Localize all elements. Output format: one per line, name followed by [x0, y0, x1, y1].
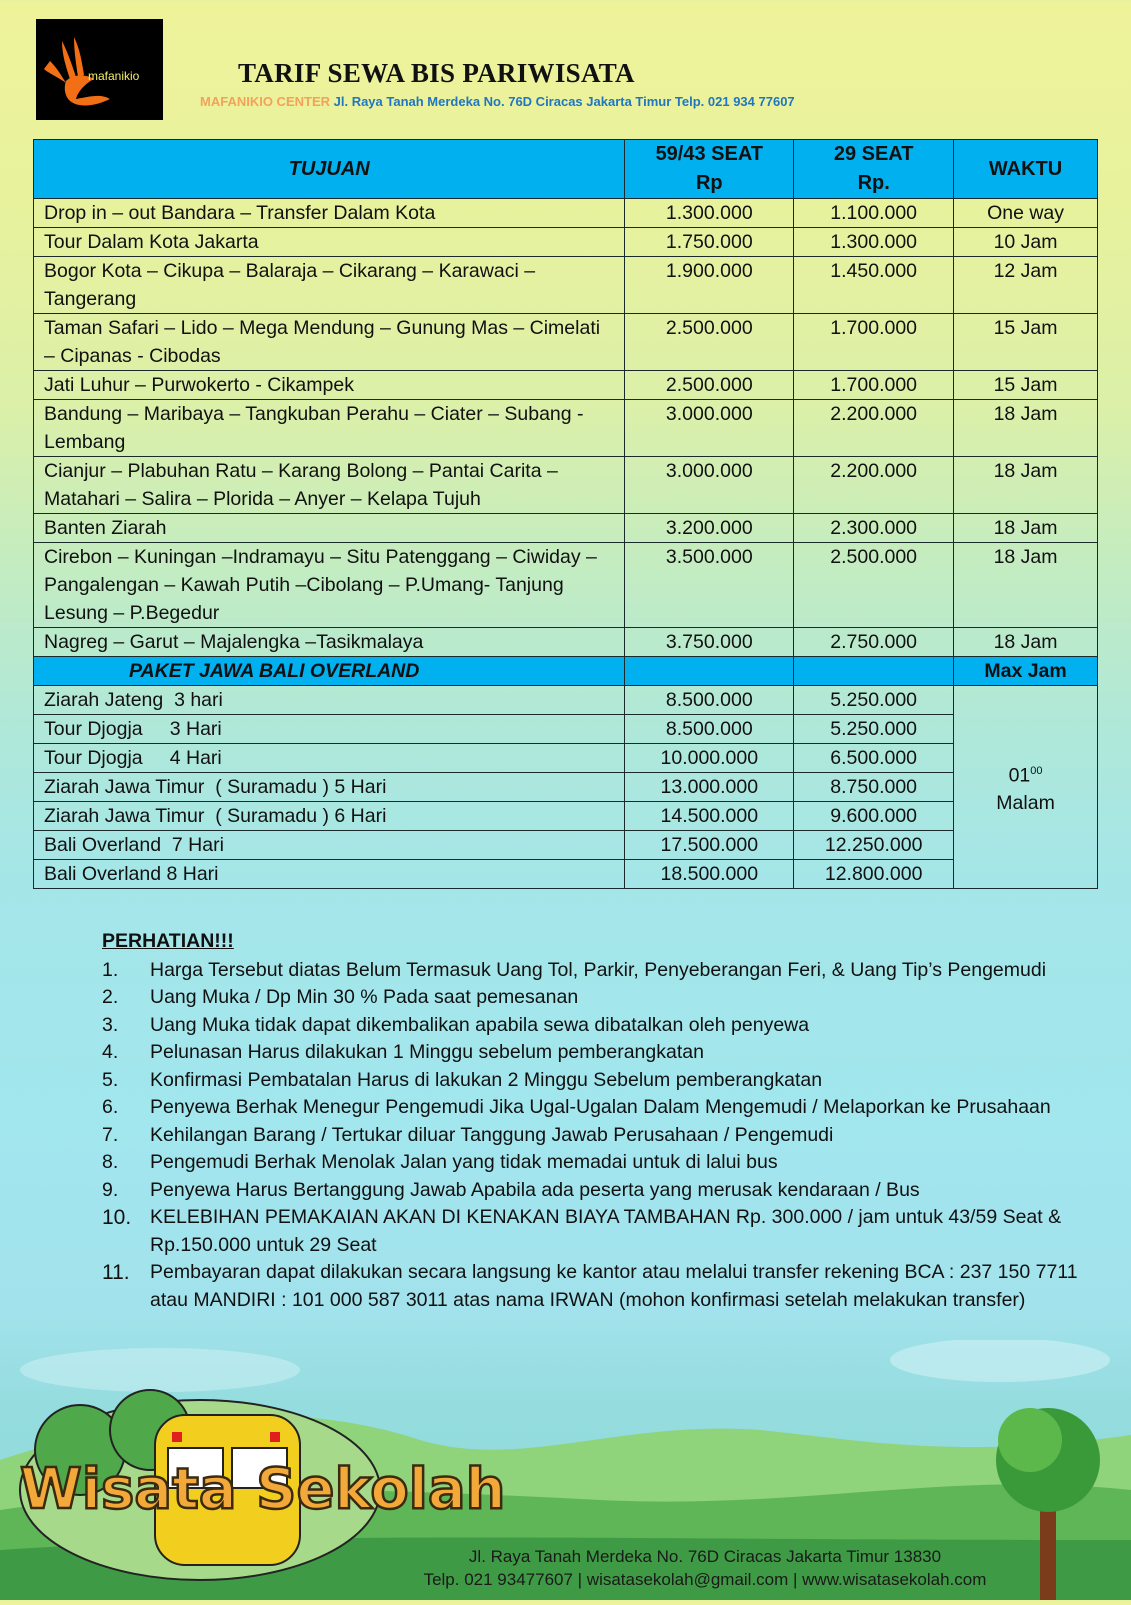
price-59-43-cell: 10.000.000: [625, 744, 794, 773]
time-cell: 18 Jam: [954, 543, 1098, 628]
time-cell: 15 Jam: [954, 314, 1098, 371]
destination-cell: Banten Ziarah: [34, 514, 625, 543]
table-row: [34, 199, 1098, 228]
destination-cell: Bandung – Maribaya – Tangkuban Perahu – Ciater – Subang - Lembang: [34, 400, 625, 457]
price-59-43-cell: 2.500.000: [625, 314, 794, 371]
note-item: [102, 1259, 1092, 1314]
notes-section: [102, 928, 1092, 1314]
time-cell: 18 Jam: [954, 400, 1098, 457]
note-text: KELEBIHAN PEMAKAIAN AKAN DI KENAKAN BIAYA TAMBAHAN Rp. 300.000 / jam untuk 43/59 Seat & Rp.150.000 untuk 29 Seat: [150, 1206, 1062, 1256]
brand-name: MAFANIKIO CENTER: [200, 94, 330, 109]
price-59-43-cell: 3.000.000: [625, 400, 794, 457]
price-59-43-cell: 18.500.000: [625, 860, 794, 889]
note-text: Pengemudi Berhak Menolak Jalan yang tidak memadai untuk di lalui bus: [150, 1151, 778, 1173]
note-text: Pelunasan Harus dilakukan 1 Minggu sebelum pemberangkatan: [150, 1041, 704, 1063]
package-destination-cell: Ziarah Jawa Timur ( Suramadu ) 6 Hari: [34, 802, 625, 831]
header-address: Jl. Raya Tanah Merdeka No. 76D Ciracas Jakarta Timur Telp. 021 934 77607: [333, 94, 795, 109]
table-row: [34, 314, 1098, 371]
price-29-cell: 2.300.000: [794, 514, 954, 543]
price-29-cell: 2.200.000: [794, 457, 954, 514]
section-row-jawa-bali: [34, 657, 1098, 686]
time-cell: One way: [954, 199, 1098, 228]
destination-cell: Nagreg – Garut – Majalengka –Tasikmalaya: [34, 628, 625, 657]
package-row: [34, 831, 1098, 860]
hand-logo-icon: [36, 19, 163, 120]
package-destination-cell: Bali Overland 8 Hari: [34, 860, 625, 889]
note-text: Kehilangan Barang / Tertukar diluar Tanggung Jawab Perusahaan / Pengemudi: [150, 1123, 834, 1146]
note-item: [102, 984, 1092, 1012]
price-59-43-cell: 3.750.000: [625, 628, 794, 657]
price-29-cell: 2.750.000: [794, 628, 954, 657]
note-item: [102, 1067, 1092, 1095]
table-row: [34, 514, 1098, 543]
note-text: Pembayaran dapat dilakukan secara langsung ke kantor atau melalui transfer rekening BCA : 237 150 7711 atau MANDIRI : 101 000 587 3011 atas nama IRWAN (mohon konfirmasi setelah melakukan transfer): [150, 1261, 1078, 1311]
price-29-cell: 1.700.000: [794, 314, 954, 371]
rates-table: [33, 139, 1098, 889]
note-number: 6.: [102, 1096, 119, 1118]
header-time: WAKTU: [954, 140, 1098, 199]
price-29-cell: 1.100.000: [794, 199, 954, 228]
footer-address: Jl. Raya Tanah Merdeka No. 76D Ciracas Jakarta Timur 13830: [468, 1547, 942, 1566]
note-item: [102, 1012, 1092, 1040]
note-number: 2.: [102, 986, 119, 1008]
note-item: [102, 1039, 1092, 1067]
note-text: Penyewa Berhak Menegur Pengemudi Jika Ugal-Ugalan Dalam Mengemudi / Melaporkan ke Prusahaan: [150, 1096, 1051, 1118]
time-cell: 18 Jam: [954, 457, 1098, 514]
note-text: Uang Muka / Dp Min 30 % Pada saat pemesanan: [150, 986, 579, 1008]
table-row: [34, 400, 1098, 457]
section-label: PAKET JAWA BALI OVERLAND: [34, 657, 625, 686]
package-row: [34, 860, 1098, 889]
package-destination-cell: Tour Djogja 4 Hari: [34, 744, 625, 773]
price-29-cell: 1.700.000: [794, 371, 954, 400]
section-time-header: Max Jam: [954, 657, 1098, 686]
price-59-43-cell: 1.750.000: [625, 228, 794, 257]
price-29-cell: 12.800.000: [794, 860, 954, 889]
note-number: 4.: [102, 1041, 119, 1063]
destination-cell: Taman Safari – Lido – Mega Mendung – Gunung Mas – Cimelati – Cipanas - Cibodas: [34, 314, 625, 371]
note-number: 10.: [102, 1206, 132, 1229]
destination-cell: Drop in – out Bandara – Transfer Dalam Kota: [34, 199, 625, 228]
notes-list: [102, 957, 1092, 1315]
note-number: 1.: [102, 958, 119, 981]
note-item: [102, 1149, 1092, 1177]
note-item: [102, 1177, 1092, 1205]
price-29-cell: 2.500.000: [794, 543, 954, 628]
time-cell: 10 Jam: [954, 228, 1098, 257]
note-item: [102, 1094, 1092, 1122]
price-59-43-cell: 14.500.000: [625, 802, 794, 831]
price-59-43-cell: 8.500.000: [625, 715, 794, 744]
package-destination-cell: Tour Djogja 3 Hari: [34, 715, 625, 744]
package-row: [34, 686, 1098, 715]
price-59-43-cell: 2.500.000: [625, 371, 794, 400]
price-59-43-cell: 3.500.000: [625, 543, 794, 628]
destination-cell: Bogor Kota – Cikupa – Balaraja – Cikarang – Karawaci – Tangerang: [34, 257, 625, 314]
price-29-cell: 1.450.000: [794, 257, 954, 314]
table-row: [34, 228, 1098, 257]
svg-text:mafanikio: mafanikio: [88, 69, 140, 83]
price-59-43-cell: 1.300.000: [625, 199, 794, 228]
note-text: Harga Tersebut diatas Belum Termasuk Uang Tol, Parkir, Penyeberangan Feri, & Uang Tip’s Pengemudi: [150, 958, 1047, 981]
price-59-43-cell: 8.500.000: [625, 686, 794, 715]
price-29-cell: 1.300.000: [794, 228, 954, 257]
note-number: 9.: [102, 1178, 119, 1201]
table-row: [34, 257, 1098, 314]
price-29-cell: 6.500.000: [794, 744, 954, 773]
table-row: [34, 371, 1098, 400]
package-row: [34, 773, 1098, 802]
note-item: [102, 957, 1092, 985]
destination-cell: Tour Dalam Kota Jakarta: [34, 228, 625, 257]
footer-contact: [395, 1545, 1015, 1591]
package-row: [34, 715, 1098, 744]
table-header-row: [34, 140, 1098, 199]
note-text: Konfirmasi Pembatalan Harus di lakukan 2 Minggu Sebelum pemberangkatan: [150, 1068, 823, 1091]
note-text: Penyewa Harus Bertanggung Jawab Apabila ada peserta yang merusak kendaraan / Bus: [150, 1178, 920, 1201]
table-row: [34, 457, 1098, 514]
price-29-cell: 5.250.000: [794, 715, 954, 744]
package-destination-cell: Ziarah Jawa Timur ( Suramadu ) 5 Hari: [34, 773, 625, 802]
package-destination-cell: Ziarah Jateng 3 hari: [34, 686, 625, 715]
note-number: 7.: [102, 1123, 119, 1146]
footer-contact-line: Telp. 021 93477607 | wisatasekolah@gmail.com | www.wisatasekolah.com: [423, 1570, 987, 1589]
price-59-43-cell: 3.200.000: [625, 514, 794, 543]
header-destination: TUJUAN: [34, 140, 625, 199]
header-seat-59-43: 59/43 SEAT Rp: [625, 140, 794, 199]
note-number: 8.: [102, 1151, 119, 1173]
header-seat-29: 29 SEAT Rp.: [794, 140, 954, 199]
note-number: 11.: [102, 1261, 130, 1284]
note-item: [102, 1204, 1092, 1259]
price-59-43-cell: 1.900.000: [625, 257, 794, 314]
table-row: [34, 628, 1098, 657]
note-text: Uang Muka tidak dapat dikembalikan apabila sewa dibatalkan oleh penyewa: [150, 1013, 810, 1036]
package-row: [34, 802, 1098, 831]
page-title: TARIF SEWA BIS PARIWISATA: [238, 58, 635, 88]
notes-heading: PERHATIAN!!!: [102, 930, 234, 952]
destination-cell: Cirebon – Kuningan –Indramayu – Situ Patenggang – Ciwiday – Pangalengan – Kawah Putih –Cibolang – P.Umang- Tanjung Lesung – P.Begedur: [34, 543, 625, 628]
note-number: 5.: [102, 1068, 119, 1091]
package-destination-cell: Bali Overland 7 Hari: [34, 831, 625, 860]
note-item: [102, 1122, 1092, 1150]
price-59-43-cell: 3.000.000: [625, 457, 794, 514]
max-time-cell: $01^{00}$ Malam: [954, 686, 1098, 889]
header-subline: [200, 94, 795, 109]
price-59-43-cell: 17.500.000: [625, 831, 794, 860]
price-29-cell: 9.600.000: [794, 802, 954, 831]
time-cell: 18 Jam: [954, 628, 1098, 657]
destination-cell: Cianjur – Plabuhan Ratu – Karang Bolong – Pantai Carita – Matahari – Salira – Plorida – Anyer – Kelapa Tujuh: [34, 457, 625, 514]
mafanikio-logo: [36, 19, 163, 120]
price-29-cell: 8.750.000: [794, 773, 954, 802]
price-29-cell: 2.200.000: [794, 400, 954, 457]
note-number: 3.: [102, 1013, 119, 1036]
price-29-cell: 12.250.000: [794, 831, 954, 860]
wisata-sekolah-logo: Wisata Sekolah: [20, 1457, 506, 1522]
time-cell: 12 Jam: [954, 257, 1098, 314]
table-row: [34, 543, 1098, 628]
destination-cell: Jati Luhur – Purwokerto - Cikampek: [34, 371, 625, 400]
time-cell: 15 Jam: [954, 371, 1098, 400]
time-cell: 18 Jam: [954, 514, 1098, 543]
price-29-cell: 5.250.000: [794, 686, 954, 715]
price-59-43-cell: 13.000.000: [625, 773, 794, 802]
package-row: [34, 744, 1098, 773]
